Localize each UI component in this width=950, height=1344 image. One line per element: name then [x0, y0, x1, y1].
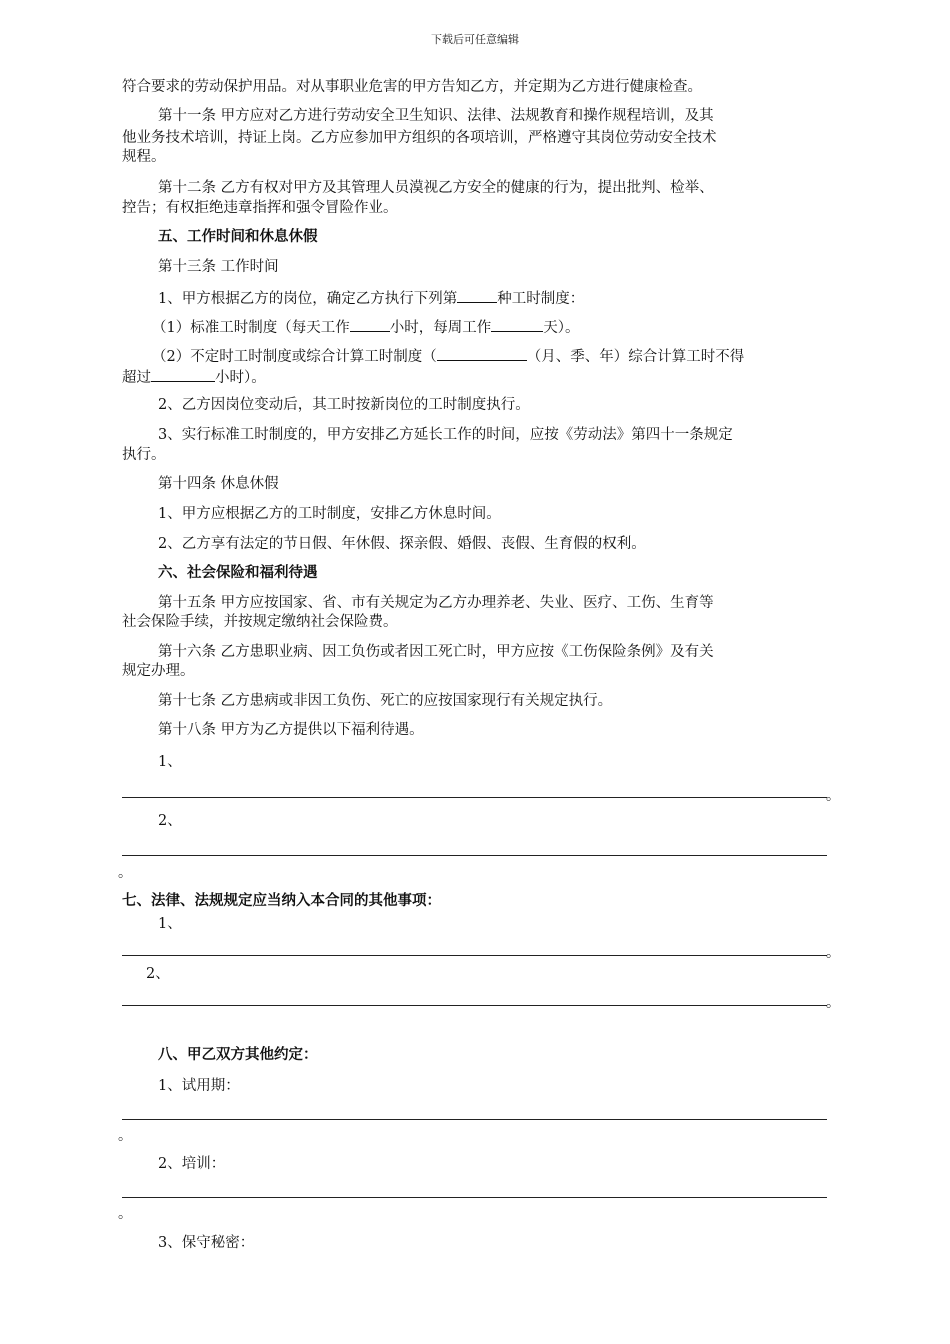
work-hours-item-3-line-2: 执行。 [122, 447, 166, 463]
fill-line[interactable] [122, 1119, 827, 1120]
standard-hours-item: （1）标准工时制度（每天工作 小时，每周工作 天）。 [152, 317, 579, 337]
period-mark: 。 [118, 1128, 132, 1144]
welfare-item-1: 1、 [158, 754, 182, 770]
rest-item-2: 2、乙方享有法定的节日假、年休假、探亲假、婚假、丧假、生育假的权利。 [158, 536, 646, 552]
fill-line[interactable] [122, 1197, 827, 1198]
article-11-line-2: 他业务技术培训，持证上岗。乙方应参加甲方组织的各项培训，严格遵守其岗位劳动安全技术 [122, 130, 717, 146]
article-12-line-1: 第十二条 乙方有权对甲方及其管理人员漠视乙方安全的健康的行为，提出批判、检举、 [158, 180, 714, 196]
article-12-line-2: 控告；有权拒绝违章指挥和强令冒险作业。 [122, 200, 398, 216]
article-17: 第十七条 乙方患病或非因工负伤、死亡的应按国家现行有关规定执行。 [158, 693, 613, 709]
blank-field[interactable] [457, 288, 497, 303]
article-11-line-1: 第十一条 甲方应对乙方进行劳动安全卫生知识、法律、法规教育和操作规程培训，及其 [158, 108, 714, 124]
blank-field[interactable] [437, 346, 527, 361]
period-mark: 。 [826, 788, 840, 804]
fill-line[interactable] [122, 1005, 827, 1006]
article-13-title: 第十三条 工作时间 [158, 259, 279, 275]
confidentiality-item: 3、保守秘密： [158, 1235, 255, 1251]
section-7-heading: 七、法律、法规规定应当纳入本合同的其他事项： [122, 893, 441, 909]
section-5-heading: 五、工作时间和休息休假 [158, 229, 318, 245]
paragraph-continuation: 符合要求的劳动保护用品。对从事职业危害的甲方告知乙方，并定期为乙方进行健康检查。 [122, 79, 702, 95]
welfare-item-2: 2、 [158, 813, 182, 829]
period-mark: 。 [826, 995, 840, 1011]
blank-field[interactable] [491, 317, 543, 332]
probation-item: 1、试用期： [158, 1078, 240, 1094]
flexible-hours-item-line-2: 超过 小时）。 [122, 367, 266, 387]
work-hours-item-1: 1、甲方根据乙方的岗位，确定乙方执行下列第 种工时制度： [158, 288, 584, 308]
period-mark: 。 [826, 945, 840, 961]
work-hours-item-3-line-1: 3、实行标准工时制度的，甲方安排乙方延长工作的时间，应按《劳动法》第四十一条规定 [158, 427, 733, 443]
period-mark: 。 [118, 1206, 132, 1222]
article-15-line-2: 社会保险手续，并按规定缴纳社会保险费。 [122, 614, 398, 630]
fill-line[interactable] [122, 955, 827, 956]
legal-item-2: 2、 [146, 966, 170, 982]
fill-line[interactable] [122, 797, 827, 798]
legal-item-1: 1、 [158, 916, 182, 932]
period-mark: 。 [118, 865, 132, 881]
page-header: 下载后可任意编辑 [431, 33, 519, 46]
section-6-heading: 六、社会保险和福利待遇 [158, 565, 318, 581]
section-8-heading: 八、甲乙双方其他约定： [158, 1047, 318, 1063]
article-11-line-3: 规程。 [122, 149, 166, 165]
article-16-line-2: 规定办理。 [122, 663, 195, 679]
blank-field[interactable] [350, 317, 390, 332]
article-15-line-1: 第十五条 甲方应按国家、省、市有关规定为乙方办理养老、失业、医疗、工伤、生育等 [158, 595, 714, 611]
work-hours-item-2: 2、乙方因岗位变动后，其工时按新岗位的工时制度执行。 [158, 397, 530, 413]
flexible-hours-item-line-1: （2）不定时工时制度或综合计算工时制度（ （月、季、年）综合计算工时不得 [152, 346, 744, 366]
article-16-line-1: 第十六条 乙方患职业病、因工负伤或者因工死亡时，甲方应按《工伤保险条例》及有关 [158, 644, 714, 660]
article-14-title: 第十四条 休息休假 [158, 476, 279, 492]
rest-item-1: 1、甲方应根据乙方的工时制度，安排乙方休息时间。 [158, 506, 501, 522]
fill-line[interactable] [122, 855, 827, 856]
article-18: 第十八条 甲方为乙方提供以下福利待遇。 [158, 722, 424, 738]
training-item: 2、培训： [158, 1156, 226, 1172]
blank-field[interactable] [151, 367, 215, 382]
